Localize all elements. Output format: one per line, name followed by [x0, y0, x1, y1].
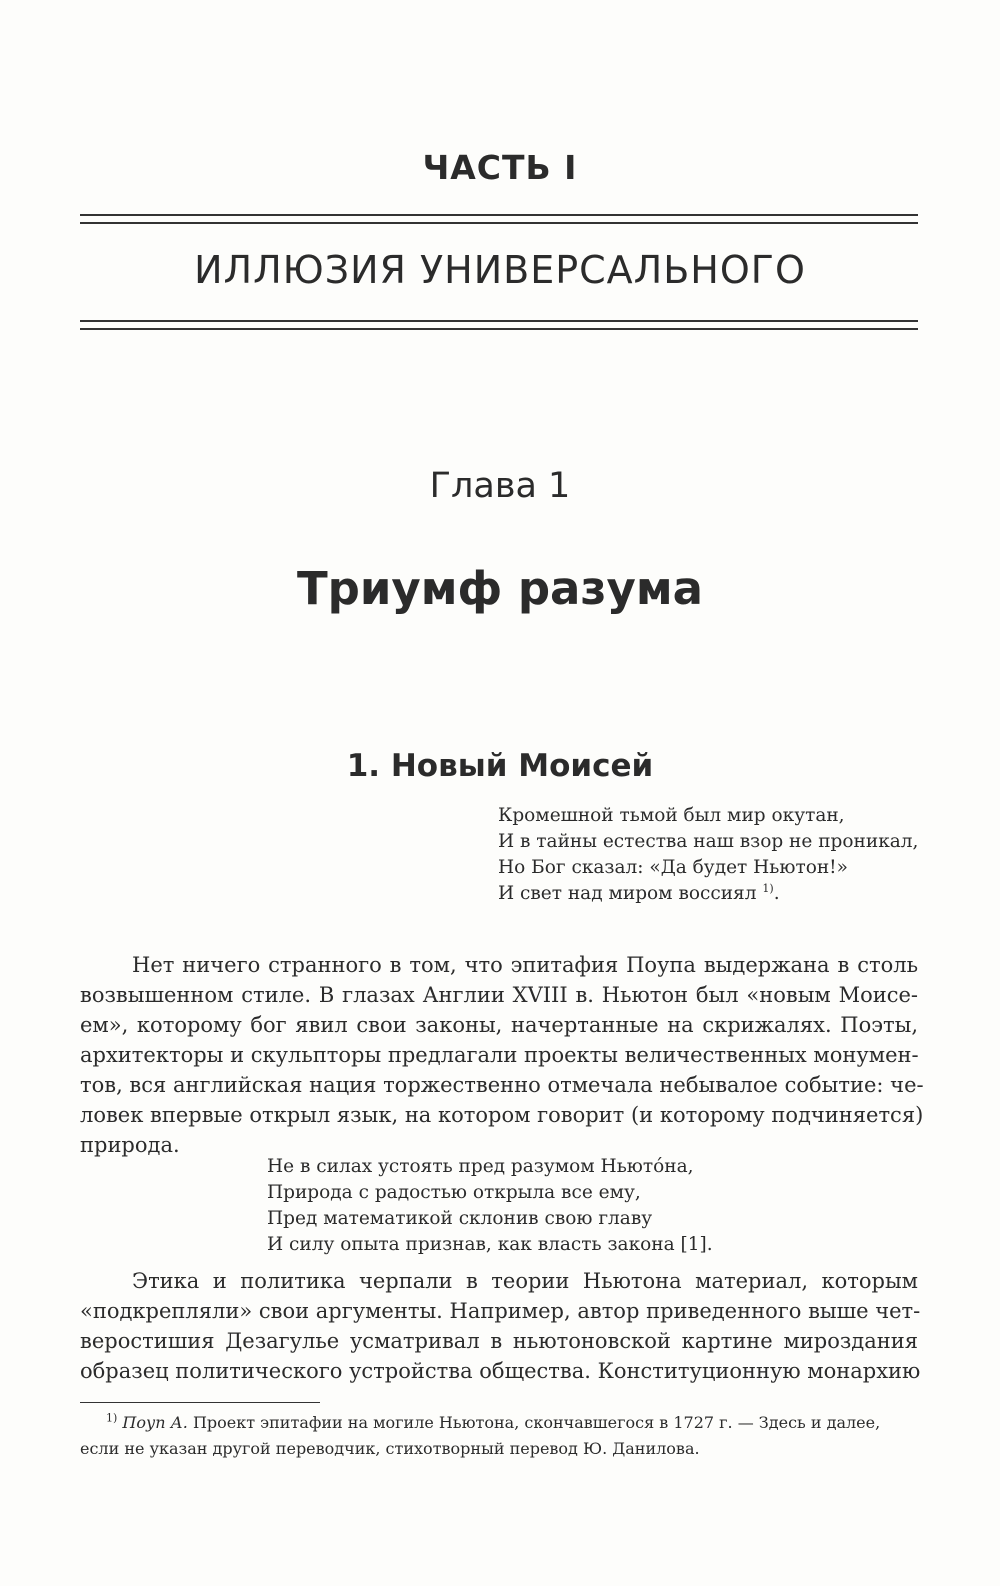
- section-title: 1. Новый Моисей: [346, 748, 654, 784]
- part-title: ИЛЛЮЗИЯ УНИВЕРСАЛЬНОГО: [194, 248, 806, 292]
- paragraph-line: образец политического устройства общества. Конституционную монархию: [80, 1359, 921, 1383]
- epigraph-line: И в тайны естества наш взор не проникал,: [498, 831, 919, 852]
- paragraph-line: ловек впервые открыл язык, на котором говорит (и которому подчиняется): [80, 1103, 924, 1127]
- footnote-divider: [80, 1402, 320, 1403]
- part-number: ЧАСТЬ I: [422, 148, 578, 187]
- footnote-line: [80, 1410, 918, 1436]
- chapter-title: Триумф разума: [296, 562, 704, 615]
- epigraph-end-punct: .: [773, 883, 780, 904]
- epigraph-line-text: И свет над миром воссиял: [498, 883, 757, 904]
- chapter-label: Глава 1: [429, 466, 571, 506]
- footnote-line: если не указан другой переводчик, стихотворный перевод Ю. Данилова.: [80, 1439, 700, 1458]
- paragraph-line: природа.: [80, 1133, 180, 1157]
- part-rule-top: [80, 214, 918, 224]
- paragraph-line: Нет ничего странного в том, что эпитафия Поупа выдержана в столь: [132, 953, 918, 977]
- paragraph-2: [80, 1266, 921, 1386]
- paragraph-line: ем», которому бог явил свои законы, начертанные на скрижалях. Поэты,: [80, 1013, 918, 1037]
- verse-quote: [267, 1154, 713, 1258]
- epigraph: [498, 803, 918, 907]
- verse-line: Не в силах устоять пред разумом Ньюто́на,: [267, 1156, 694, 1177]
- footnote-reference: 1): [762, 881, 774, 895]
- paragraph-line: Этика и политика черпали в теории Ньютона материал, которым: [132, 1269, 918, 1293]
- footnote-mark: 1): [106, 1411, 118, 1425]
- part-rule-bottom: [80, 320, 918, 330]
- paragraph-1: [80, 950, 924, 1160]
- epigraph-line: [498, 881, 918, 907]
- verse-line: Пред математикой склонив свою главу: [267, 1208, 653, 1229]
- footnote-author: Поуп А.: [122, 1413, 188, 1432]
- footnote: [80, 1410, 918, 1462]
- epigraph-line: Но Бог сказал: «Да будет Ньютон!»: [498, 857, 848, 878]
- paragraph-line: тов, вся английская нация торжественно отмечала небывалое событие: че-: [80, 1073, 924, 1097]
- footnote-text: Проект эпитафии на могиле Ньютона, скончавшегося в 1727 г. — Здесь и далее,: [187, 1413, 881, 1432]
- paragraph-line: возвышенном стиле. В глазах Англии XVIII в. Ньютон был «новым Моисе-: [80, 983, 918, 1007]
- paragraph-line: архитекторы и скульпторы предлагали проекты величественных монумен-: [80, 1043, 919, 1067]
- paragraph-line: «подкрепляли» свои аргументы. Например, автор приведенного выше чет-: [80, 1299, 921, 1323]
- verse-line: И силу опыта признав, как власть закона [1].: [267, 1234, 713, 1255]
- paragraph-line: веростишия Дезагулье усматривал в ньютоновской картине мироздания: [80, 1329, 918, 1353]
- verse-line: Природа с радостью открыла все ему,: [267, 1182, 641, 1203]
- epigraph-line: Кромешной тьмой был мир окутан,: [498, 805, 845, 826]
